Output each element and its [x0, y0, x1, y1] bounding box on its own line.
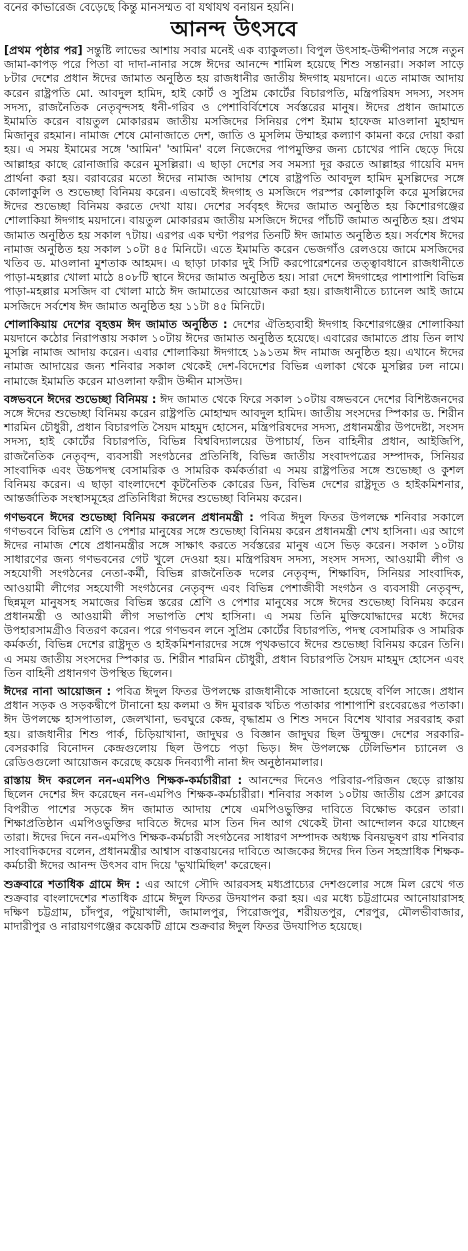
continuation-marker: [প্রথম পৃষ্ঠার পর]	[4, 44, 83, 57]
section-bangabhaban	[4, 393, 464, 507]
section-text: পবিত্র ঈদুল ফিতর উপলক্ষে শনিবার সকালে গণভবনে বিভিন্ন শ্রেণি ও পেশার মানুষের সঙ্গে শুভেচ্ছা বিনিময় করেন প্রধানমন্ত্রী শেখ হাসিনা। এর আগে ঈদের নামাজ শেষে প্রধানমন্ত্রীর সঙ্গে সাক্ষাৎ করতে সর্বস্তরের মানুষ এসে ভিড় করেন। সকাল ১০টায় সাধারণের জন্য গণভবনের গেট খুলে দেওয়া হয়। মন্ত্রিপরিষদ সদস্য, সংসদ সদস্য, আওয়ামী লীগ ও সহযোগী সংগঠনের নেতা-কর্মী, বিভিন্ন রাজনৈতিক দলের নেতৃবৃন্দ, শিক্ষাবিদ, সিনিয়র সাংবাদিক, আওয়ামী লীগের সহযোগী সংগঠনের নেতৃবৃন্দ এবং বিভিন্ন পেশাজীবী সংগঠন ও ব্যবসায়ী নেতৃবৃন্দ, ছিন্নমূল মানুষসহ সমাজের বিভিন্ন স্তরের শ্রেণি ও পেশার মানুষের সঙ্গে ঈদের শুভেচ্ছা বিনিময় করেন প্রধানমন্ত্রী ও আওয়ামী লীগ সভাপতি শেখ হাসিনা। এ সময় তিনি মুক্তিযোদ্ধাদের মধ্যে ঈদের উপহারসামগ্রীও বিতরণ করেন। পরে গণভবন লনে সুপ্রিম কোর্টের বিচারপতি, পদস্থ বেসামরিক ও সামরিক কর্মকর্তা, বিভিন্ন দেশের রাষ্ট্রদূত ও হাইকমিশনারদের সঙ্গে পৃথকভাবে ঈদের শুভেচ্ছা বিনিময় করেন তিনি। এ সময় জাতীয় সংসদের স্পিকার ড. শিরীন শারমিন চৌধুরী, প্রধান বিচারপতি সৈয়দ মাহমুদ হোসেন এবং তিন বাহিনী প্রধানগণ উপস্থিত ছিলেন।	[4, 510, 465, 680]
intro-text: সন্তুষ্টি লাভের আশায় সবার মনেই এক ব্যাকুলতা। বিপুল উৎসাহ-উদ্দীপনার সঙ্গে নতুন জামা-কাপড় পরে পিতা বা দাদা-নানার সঙ্গে ঈদের আনন্দে শামিল হয়েছে শিশু সন্তানরা। সকাল সাড়ে ৮টার দেশের প্রধান ঈদের জামাত অনুষ্ঠিত হয় রাজধানীর জাতীয় ঈদগাহ ময়দানে। এতে নামাজ আদায় করেন রাষ্ট্রপতি মো. আবদুল হামিদ, হাই কোর্ট ও সুপ্রিম কোর্টের বিচারপতি, মন্ত্রিপরিষদ সদস্য, সংসদ সদস্য, রাজনৈতিক নেতৃবৃন্দসহ ধনী-গরিব ও পেশাবির্বিশেষে সর্বস্তরের মানুষ। ঈদের প্রধান জামাতে ইমামতি করেন বায়তুল মোকাররম জাতীয় মসজিদের সিনিয়র পেশ ইমাম হাফেজ মাওলানা মুহাম্মদ মিজানুর রহমান। নামাজ শেষে মোনাজাতে দেশ, জাতি ও মুসলিম উম্মাহর কল্যাণ কামনা করে দোয়া করা হয়। এ সময় ইমামের সঙ্গে 'আমিন' 'আমিন' বলে নিজেদের পাপমুক্তির জন্য চোখের পানি ছেড়ে দিয়ে আল্লাহর কাছে রোনাজারি করেন মুসল্লিরা। এ ছাড়া দেশের সব সমস্যা দূর করতে আল্লাহর গায়েবি মদদ প্রার্থনা করা হয়। বরাবরের মতো ঈদের নামাজ আদায় শেষে রাষ্ট্রপতি আবদুল হামিদ মুসল্লিদের সঙ্গে কোলাকুলি ও শুভেচ্ছা বিনিময় করেন। এভাবেই ঈদগাহ ও মসজিদে পরস্পর কোলাকুলি করে মুসল্লিদের ঈদের শুভেচ্ছা বিনিময় করতে দেখা যায়। দেশের সর্ববৃহৎ ঈদের জামাত অনুষ্ঠিত হয় কিশোরগঞ্জের শোলাকিয়া ঈদগাহ ময়দানে। বায়তুল মোকাররম জাতীয় মসজিদে ঈদের পাঁচটি জামাত অনুষ্ঠিত হয়। প্রথম জামাত অনুষ্ঠিত হয় সকাল ৭টায়। এরপর এক ঘণ্টা পরপর তিনটি ঈদ জামাত অনুষ্ঠিত হয়। সর্বশেষ ঈদের নামাজ অনুষ্ঠিত হয় সকাল ১০টা ৪৫ মিনিটে। এতে ইমামতি করেন ভেজগাঁও রেলওয়ে জামে মসজিদের খতিব ড. মাওলানা মুশতাক আহমদ। এ ছাড়া ঢাকার দুই সিটি করপোরেশনের তত্ত্বাবধানে রাজধানীতে পাড়া-মহল্লার খোলা মাঠে ৪০৮টি স্থানে ঈদের জামাত অনুষ্ঠিত হয়। সারা দেশে ঈদগাহের পাশাপাশি বিভিন্ন পাড়া-মহল্লার মসজিদ বা খোলা মাঠে ঈদ জামাতের আয়োজন করা হয়। রাজধানীতে চ্যানেল আই জামে মসজিদে সর্বশেষ ঈদ জামাত অনুষ্ঠিত হয় ১১টা ৪৫ মিনিটে।	[4, 44, 464, 313]
section-friday-eid	[4, 878, 464, 935]
section-lead: রাস্তায় ঈদ করলেন নন-এমপিও শিক্ষক-কর্মচারীরা :	[4, 774, 243, 788]
previous-article-tail: বনের কাভারেজ বেড়েছে কিন্তু মানসম্মত বা যথাযথ বনায়ন হয়নি।	[4, 0, 294, 14]
section-sholakia	[4, 318, 464, 389]
section-text: দেশের ঐতিহ্যবাহী ঈদগাহ কিশোরগঞ্জের শোলাকিয়া ময়দানে কঠোর নিরাপত্তায় সকাল ১০টায় ঈদের জামাত অনুষ্ঠিত হয়েছে। এবারের জামাতে প্রায় তিন লাখ মুসল্লি নামাজ আদায় করেন। এবার শোলাকিয়া ঈদগাহে ১৯১তম ঈদ নামাজ অনুষ্ঠিত হয়। এখানে ঈদের নামাজ আদায়ের জন্য শনিবার সকাল থেকেই দেশ-বিদেশের বিভিন্ন এলাকা থেকে মুসল্লির ঢল নামে। নামাজে ইমামতি করেন মাওলানা ফরীদ উদ্দীন মাসউদ।	[4, 317, 464, 388]
section-lead: গণভবনে ঈদের শুভেচ্ছা বিনিময় করলেন প্রধানমন্ত্রী :	[4, 510, 254, 524]
section-teachers-street-eid	[4, 774, 464, 873]
section-lead: শুক্রবারে শতাধিক গ্রামে ঈদ :	[4, 877, 140, 891]
section-lead: ঈদের নানা আয়োজন :	[4, 684, 112, 698]
section-eid-events	[4, 685, 464, 770]
section-text: পবিত্র ঈদুল ফিতর উপলক্ষে রাজধানীকে সাজানো হয়েছে বর্ণিল সাজে। প্রধান প্রধান সড়ক ও সড়কদ্বীপে টানানো হয় কলমা ও ঈদ মুবারক খচিত পতাকার পাশাপাশি রংবেরঙের পতাকা। ঈদ উপলক্ষে হাসপাতাল, জেলখানা, ভবঘুরে কেন্দ্র, বৃদ্ধাশ্রম ও শিশু সদনে বিশেষ খাবার সরবরাহ করা হয়। রাজধানীর শিশু পার্ক, চিড়িয়াখানা, জাদুঘর ও বিজ্ঞান জাদুঘর ছিল উন্মুক্ত। দেশের সরকারি-বেসরকারি বিনোদন কেন্দ্রগুলোয় ছিল উপচে পড়া ভিড়। ঈদ উপলক্ষে টেলিভিশন চ্যানেল ও রেডিওগুলো আয়োজন করেছে কয়েক দিনব্যাপী নানা ঈদ অনুষ্ঠানমালার।	[4, 684, 464, 769]
section-ganabhaban	[4, 511, 464, 681]
intro-paragraph	[4, 44, 464, 314]
section-lead: শোলাকিয়ায় দেশের বৃহত্তম ঈদ জামাত অনুষ্ঠিত :	[4, 317, 228, 331]
section-text: এর আগে সৌদি আরবসহ মধ্যপ্রাচ্যের দেশগুলোর সঙ্গে মিল রেখে গত শুক্রবার বাংলাদেশের শতাধিক গ্রামে ঈদুল ফিতর উদযাপন করা হয়। এর মধ্যে চট্টগ্রামের আনোয়ারাসহ দক্ষিণ চট্টগ্রাম, চাঁদপুর, পটুয়াখালী, জামালপুর, পিরোজপুর, শরীয়তপুর, শেরপুর, মৌলভীবাজার, মাদারীপুর ও নারায়ণগঞ্জের কয়েকটি গ্রামে শুক্রবার ঈদুল ফিতর উদযাপিত হয়েছে।	[4, 877, 465, 934]
section-text: আনন্দের দিনেও পরিবার-পরিজন ছেড়ে রাস্তায় ছিলেন দেশের ঈদ করেছেন নন-এমপিও শিক্ষক-কর্মচারীরা। শনিবার সকাল ১০টায় জাতীয় প্রেস ক্লাবের বিপরীত পাশের সড়কে ঈদ জামাত আদায় শেষে এমপিওভুক্তির দাবিতে বিক্ষোভ করেন তারা। শিক্ষাপ্রতিষ্ঠান এমপিওভুক্তির দাবিতে ঈদের মাস তিন দিন আগ থেকেই টানা আন্দোলন করে যাচ্ছেন তারা। ঈদের দিনে নন-এমপিও শিক্ষক-কর্মচারী সংগঠনের সাধারণ সম্পাদক অধ্যক্ষ বিনয়ভূষণ রায় শনিবার সাংবাদিকদের বলেন, প্রধানমন্ত্রীর আশ্বাস বাস্তবায়নের দাবিতে আজকের ঈদের দিন তিন সহস্রাধিক শিক্ষক-কর্মচারী ঈদের আনন্দ উৎসব বাদ দিয়ে 'ভুখামিছিল' করেছেন।	[4, 774, 464, 873]
section-text: ঈদ জামাত থেকে ফিরে সকাল ১০টায় বঙ্গভবনে দেশের বিশিষ্টজনদের সঙ্গে ঈদের শুভেচ্ছা বিনিময় করেন রাষ্ট্রপতি মোহাম্মদ আবদুল হামিদ। জাতীয় সংসদের স্পিকার ড. শিরীন শারমিন চৌধুরী, প্রধান বিচারপতি সৈয়দ মাহমুদ হোসেন, মন্ত্রিপরিষদের সদস্য, প্রধানমন্ত্রীর উপদেষ্টা, সংসদ সদস্য, হাই কোর্টের বিচারপতি, বিভিন্ন বিশ্ববিদ্যালয়ের উপাচার্য, তিন বাহিনীর প্রধান, আইজিপি, রাজনৈতিক নেতৃবৃন্দ, ব্যবসায়ী সংগঠনের প্রতিনিধি, বিভিন্ন জাতীয় সংবাদপত্রের সম্পাদক, সিনিয়র সাংবাদিক এবং উচ্চপদস্থ বেসামরিক ও সামরিক কর্মকর্তারা এ সময় রাষ্ট্রপতির সঙ্গে শুভেচ্ছা ও কুশল বিনিময় করেন। এ ছাড়া বাংলাদেশে কূটনৈতিক কোরের ডিন, বিভিন্ন দেশের রাষ্ট্রদূত ও হাইকমিশনার, আন্তর্জাতিক সংস্থাসমূহের প্রতিনিধিরা ঈদের শুভেচ্ছা বিনিময় করেন।	[4, 392, 465, 506]
article-headline: আনন্দ উৎসবে	[170, 17, 298, 41]
section-lead: বঙ্গভবনে ঈদের শুভেচ্ছা বিনিময় :	[4, 392, 157, 406]
